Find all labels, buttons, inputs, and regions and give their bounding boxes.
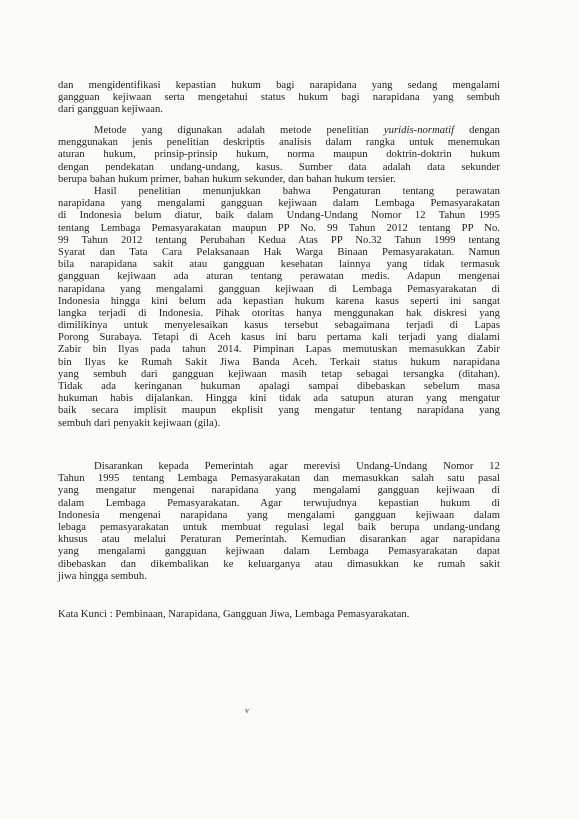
text-line: aturan hukum, prinsip-prinsip hukum, norma maupun doktrin-doktrin hukum: [58, 149, 500, 161]
text-line: dari gangguan kejiwaan.: [58, 104, 163, 116]
text-line: tentang Lembaga Pemasyarakatan maupun PP No. 99 Tahun 2012 tentang PP No.: [58, 222, 500, 234]
text-line: Disarankan kepada Pemerintah agar merevisi Undang-Undang Nomor 12: [94, 461, 500, 472]
text-line: Indonesia hingga kini belum ada kepastian hukum karena kasus seperti ini sangat: [58, 295, 500, 307]
text-line: dalam Lembaga Pemasyarakatan. Agar terwujudnya kepastian hukum di: [58, 497, 500, 509]
text-line: dan mengidentifikasi kepastian hukum bagi narapidana yang sedang mengalami: [58, 80, 500, 91]
text-line: yang mengalami gangguan kejiwaan dalam Lembaga Pemasyarakatan dapat: [58, 546, 500, 558]
text-line: gangguan kejiwaan serta mengetahui status hukum bagi narapidana yang sembuh: [58, 92, 500, 104]
text-line: khusus atau melalui Peraturan Pemerintah. Kemudian disarankan agar narapidana: [58, 534, 500, 546]
text-line: langka terjadi di Indonesia. Pihak otoritas hanya menggunakan hak diskresi yang: [58, 307, 500, 319]
text-line: dibebaskan dan dikembalikan ke keluarganya atau dimasukkan ke rumah sakit: [58, 558, 500, 570]
text-line: baik secara implisit maupun ekplisit yang mengatur tentang narapidana yang: [58, 405, 500, 417]
paragraph-results: [58, 186, 500, 430]
text-run: Metode yang digunakan adalah metode penelitian: [94, 125, 384, 136]
text-line: Tahun 1995 tentang Lembaga Pemasyarakatan dan memasukkan salah satu pasal: [58, 473, 500, 485]
text-line: hukuman habis dijalankan. Hingga kini tidak ada satupun aturan yang mengatur: [58, 393, 500, 405]
text-line: di Indonesia belum diatur, baik dalam Undang-Undang Nomor 12 Tahun 1995: [58, 210, 500, 222]
text-line: [58, 125, 500, 137]
paragraph-suggestions: [58, 461, 500, 583]
keywords-line: Kata Kunci : Pembinaan, Narapidana, Gangguan Jiwa, Lembaga Pemasyarakatan.: [58, 609, 410, 620]
paragraph-method: [58, 125, 500, 186]
text-line: yang mengatur mengenai narapidana yang mengalami gangguan kejiwaan di: [58, 485, 500, 497]
keywords: [58, 609, 500, 621]
text-line: Hasil penelitian menunjukkan bahwa Pengaturan tentang perawatan: [94, 186, 500, 197]
text-line: bin Ilyas ke Rumah Sakit Jiwa Banda Aceh. Terkait status hukum narapidana: [58, 356, 500, 368]
text-line: jiwa hingga sembuh.: [58, 570, 147, 582]
text-line: Indonesia mengenai narapidana yang mengalami gangguan kejiwaan dalam: [58, 509, 500, 521]
text-line: narapidana yang mengalami gangguan kejiwaan dalam Lembaga Pemasyarakatan: [58, 198, 500, 210]
text-line: menggunakan jenis penelitian deskriptis analisis dalam rangka untuk menemukan: [58, 137, 500, 149]
text-line: narapidana yang mengalami gangguan kejiwaan di Lembaga Pemasyarakatan di: [58, 283, 500, 295]
text-line: Tidak ada keringanan hukuman apalagi sampai dibebaskan sebelum masa: [58, 381, 500, 392]
text-line: yang sembuh dari gangguan kejiwaan masih tetap sebagai tersangka (ditahan).: [58, 368, 500, 380]
text-line: gangguan kejiwaan ada aturan tentang perawatan medis. Adapun mengenai: [58, 271, 500, 283]
paragraph-objective-continuation: [58, 80, 500, 117]
text-line: Porong Surabaya. Tetapi di Aceh kasus ini baru pertama kali terjadi yang dialami: [58, 332, 500, 344]
text-line: bila narapidana sakit atau gangguan kesehatan lainnya yang tidak termasuk: [58, 259, 500, 271]
text-line: sembuh dari penyakit kejiwaan (gila).: [58, 417, 221, 429]
text-line: Syarat dan Tata Cara Pelaksanaan Hak Warga Binaan Pemasyarakatan. Namun: [58, 246, 500, 258]
text-run: dengan: [454, 125, 501, 136]
page-number: v: [245, 706, 249, 715]
text-line: 99 Tahun 2012 tentang Perubahan Kedua Atas PP No.32 Tahun 1999 tentang: [58, 234, 500, 246]
text-line: berupa bahan hukum primer, bahan hukum sekunder, dan bahan hukum tersier.: [58, 173, 396, 185]
text-line: Zabir bin Ilyas pada tahun 2014. Pimpinan Lapas memutuskan memasukkan Zabir: [58, 344, 500, 356]
text-line: dengan pendekatan undang-undang, kasus. Sumber data adalah data sekunder: [58, 161, 500, 173]
text-line: dimilikinya untuk menyelesaikan kasus tersebut sebagaimana terjadi di Lapas: [58, 320, 500, 332]
italic-term: yuridis-normatif: [383, 125, 455, 136]
text-line: lebaga pemasyarakatan untuk membuat regulasi legal baik berupa undang-undang: [58, 521, 500, 533]
